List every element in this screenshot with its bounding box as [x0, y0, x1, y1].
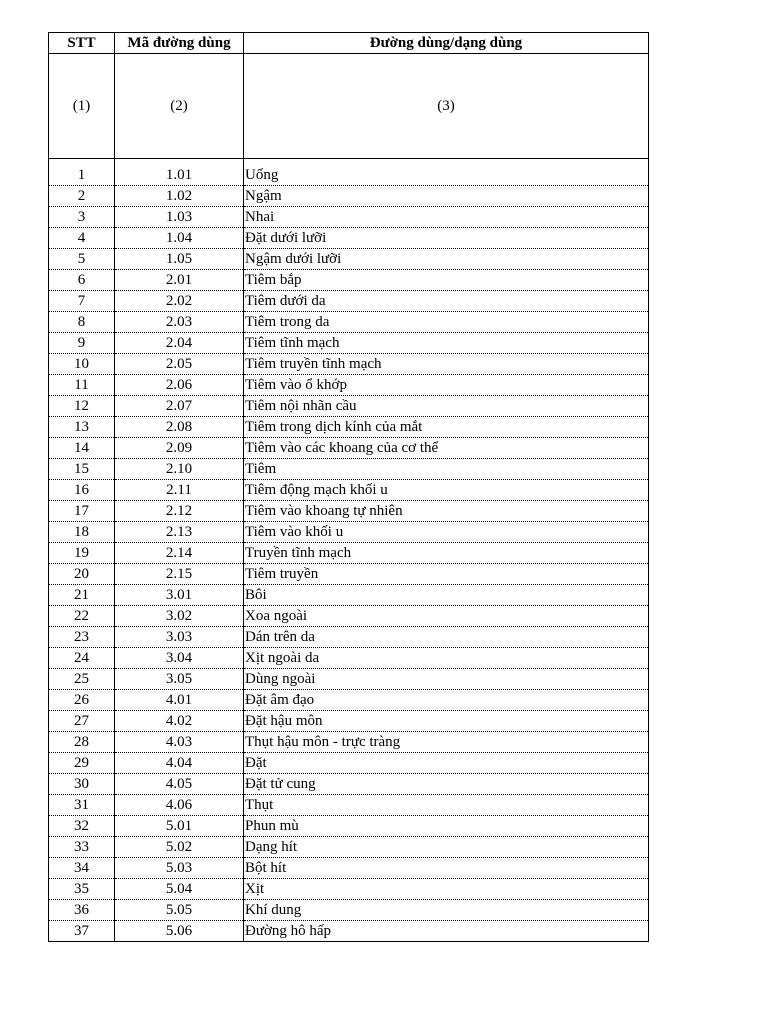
row-route-code: 1.05	[115, 249, 244, 270]
row-route-name: Đặt hậu môn	[244, 711, 649, 732]
row-stt: 20	[49, 564, 115, 585]
row-route-name: Ngậm	[244, 186, 649, 207]
row-stt: 32	[49, 816, 115, 837]
row-route-code: 2.07	[115, 396, 244, 417]
row-stt: 4	[49, 228, 115, 249]
row-stt: 33	[49, 837, 115, 858]
row-route-name: Tiêm trong dịch kính của mắt	[244, 417, 649, 438]
row-route-code: 2.15	[115, 564, 244, 585]
table-row	[49, 879, 649, 900]
table-row	[49, 564, 649, 585]
row-route-name: Tiêm tĩnh mạch	[244, 333, 649, 354]
row-route-code: 4.05	[115, 774, 244, 795]
row-stt: 15	[49, 459, 115, 480]
row-route-code: 2.12	[115, 501, 244, 522]
table-row	[49, 270, 649, 291]
row-route-name: Tiêm vào khoang tự nhiên	[244, 501, 649, 522]
row-route-code: 3.03	[115, 627, 244, 648]
row-stt: 9	[49, 333, 115, 354]
row-route-name: Tiêm	[244, 459, 649, 480]
row-stt: 26	[49, 690, 115, 711]
row-route-name: Bôi	[244, 585, 649, 606]
row-route-code: 2.06	[115, 375, 244, 396]
header-row	[49, 33, 649, 54]
row-stt: 8	[49, 312, 115, 333]
column-number-1: (1)	[49, 54, 115, 159]
table-row	[49, 543, 649, 564]
row-route-code: 2.01	[115, 270, 244, 291]
row-stt: 10	[49, 354, 115, 375]
row-stt: 18	[49, 522, 115, 543]
row-route-code: 5.02	[115, 837, 244, 858]
row-route-code: 5.03	[115, 858, 244, 879]
table-row	[49, 774, 649, 795]
row-stt: 27	[49, 711, 115, 732]
row-route-name: Phun mù	[244, 816, 649, 837]
table-row	[49, 816, 649, 837]
row-route-code: 1.02	[115, 186, 244, 207]
row-route-name: Tiêm vào khối u	[244, 522, 649, 543]
table-row	[49, 312, 649, 333]
row-stt: 19	[49, 543, 115, 564]
header-stt: STT	[49, 33, 115, 54]
row-route-name: Đường hô hấp	[244, 921, 649, 942]
table-row	[49, 186, 649, 207]
row-route-code: 5.05	[115, 900, 244, 921]
column-number-2: (2)	[115, 54, 244, 159]
row-route-name: Tiêm dưới da	[244, 291, 649, 312]
table-row	[49, 585, 649, 606]
table-row	[49, 354, 649, 375]
table-row	[49, 459, 649, 480]
row-route-name: Tiêm truyền tĩnh mạch	[244, 354, 649, 375]
row-stt: 24	[49, 648, 115, 669]
table-row	[49, 480, 649, 501]
row-route-name: Ngậm dưới lưỡi	[244, 249, 649, 270]
row-route-code: 2.08	[115, 417, 244, 438]
table-row	[49, 522, 649, 543]
row-route-code: 2.05	[115, 354, 244, 375]
row-stt: 29	[49, 753, 115, 774]
row-route-name: Tiêm trong da	[244, 312, 649, 333]
row-route-name: Đặt	[244, 753, 649, 774]
row-route-name: Tiêm truyền	[244, 564, 649, 585]
row-route-name: Dán trên da	[244, 627, 649, 648]
table-row	[49, 753, 649, 774]
row-stt: 12	[49, 396, 115, 417]
row-route-name: Tiêm nội nhãn cầu	[244, 396, 649, 417]
table-body	[49, 159, 649, 942]
table-row	[49, 627, 649, 648]
row-stt: 13	[49, 417, 115, 438]
table-row	[49, 711, 649, 732]
row-route-code: 2.13	[115, 522, 244, 543]
table-row	[49, 159, 649, 186]
row-route-name: Bột hít	[244, 858, 649, 879]
row-route-name: Tiêm vào ổ khớp	[244, 375, 649, 396]
row-route-code: 2.10	[115, 459, 244, 480]
row-route-name: Tiêm bắp	[244, 270, 649, 291]
table-row	[49, 291, 649, 312]
table-row	[49, 249, 649, 270]
row-route-code: 2.02	[115, 291, 244, 312]
column-number-row	[49, 54, 649, 159]
row-route-code: 2.04	[115, 333, 244, 354]
table-row	[49, 648, 649, 669]
row-route-name: Khí dung	[244, 900, 649, 921]
row-route-name: Đặt dưới lưỡi	[244, 228, 649, 249]
row-route-name: Thụt	[244, 795, 649, 816]
row-route-name: Uống	[244, 159, 649, 186]
table-row	[49, 900, 649, 921]
row-stt: 14	[49, 438, 115, 459]
row-route-code: 4.01	[115, 690, 244, 711]
table-row	[49, 375, 649, 396]
row-route-code: 4.03	[115, 732, 244, 753]
row-route-name: Dạng hít	[244, 837, 649, 858]
row-route-code: 1.03	[115, 207, 244, 228]
row-route-code: 3.04	[115, 648, 244, 669]
column-number-3: (3)	[244, 54, 649, 159]
row-stt: 7	[49, 291, 115, 312]
row-stt: 31	[49, 795, 115, 816]
header-route-name: Đường dùng/dạng dùng	[244, 33, 649, 54]
row-route-code: 3.05	[115, 669, 244, 690]
row-stt: 36	[49, 900, 115, 921]
row-route-code: 3.02	[115, 606, 244, 627]
table-row	[49, 396, 649, 417]
row-route-code: 5.01	[115, 816, 244, 837]
row-route-name: Đặt âm đạo	[244, 690, 649, 711]
table-row	[49, 921, 649, 942]
row-route-name: Xịt	[244, 879, 649, 900]
row-stt: 25	[49, 669, 115, 690]
row-route-code: 3.01	[115, 585, 244, 606]
row-stt: 37	[49, 921, 115, 942]
table-row	[49, 837, 649, 858]
row-route-code: 4.06	[115, 795, 244, 816]
row-stt: 2	[49, 186, 115, 207]
table-row	[49, 606, 649, 627]
table-row	[49, 858, 649, 879]
row-route-name: Thụt hậu môn - trực tràng	[244, 732, 649, 753]
table-row	[49, 795, 649, 816]
row-stt: 34	[49, 858, 115, 879]
row-route-code: 5.06	[115, 921, 244, 942]
row-stt: 23	[49, 627, 115, 648]
row-stt: 16	[49, 480, 115, 501]
row-route-name: Xịt ngoài da	[244, 648, 649, 669]
row-stt: 1	[49, 159, 115, 186]
row-stt: 17	[49, 501, 115, 522]
table-row	[49, 207, 649, 228]
table-row	[49, 228, 649, 249]
table-row	[49, 333, 649, 354]
route-table	[48, 32, 649, 942]
row-route-code: 4.04	[115, 753, 244, 774]
row-stt: 11	[49, 375, 115, 396]
header-route-code: Mã đường dùng	[115, 33, 244, 54]
table-row	[49, 732, 649, 753]
row-route-name: Tiêm vào các khoang của cơ thể	[244, 438, 649, 459]
row-route-code: 2.03	[115, 312, 244, 333]
table-row	[49, 438, 649, 459]
row-route-code: 5.04	[115, 879, 244, 900]
table-row	[49, 501, 649, 522]
row-route-code: 2.11	[115, 480, 244, 501]
row-stt: 30	[49, 774, 115, 795]
row-route-name: Xoa ngoài	[244, 606, 649, 627]
row-route-code: 1.04	[115, 228, 244, 249]
row-stt: 5	[49, 249, 115, 270]
row-stt: 21	[49, 585, 115, 606]
row-stt: 3	[49, 207, 115, 228]
row-route-code: 2.14	[115, 543, 244, 564]
row-route-name: Tiêm động mạch khối u	[244, 480, 649, 501]
row-route-name: Truyền tĩnh mạch	[244, 543, 649, 564]
row-route-name: Đặt tử cung	[244, 774, 649, 795]
table-row	[49, 669, 649, 690]
row-route-name: Nhai	[244, 207, 649, 228]
row-stt: 22	[49, 606, 115, 627]
row-route-code: 1.01	[115, 159, 244, 186]
row-route-code: 4.02	[115, 711, 244, 732]
table-row	[49, 690, 649, 711]
row-route-name: Dùng ngoài	[244, 669, 649, 690]
table-row	[49, 417, 649, 438]
row-stt: 35	[49, 879, 115, 900]
row-stt: 28	[49, 732, 115, 753]
row-route-code: 2.09	[115, 438, 244, 459]
row-stt: 6	[49, 270, 115, 291]
